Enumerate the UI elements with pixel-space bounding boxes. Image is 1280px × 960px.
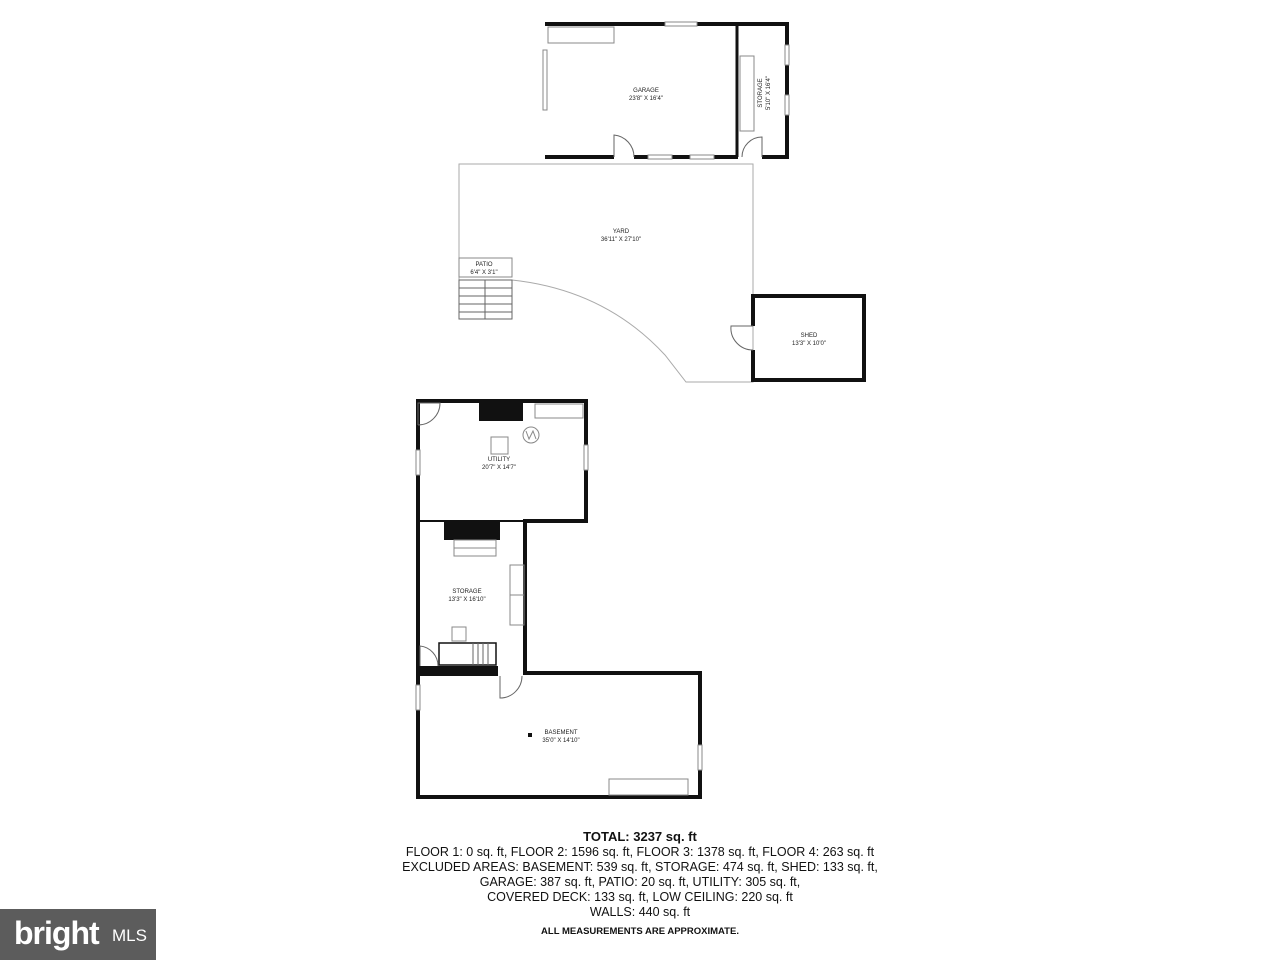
- basement-dimensions: 35'0" X 14'10": [542, 738, 580, 744]
- approximate-disclaimer: ALL MEASUREMENTS ARE APPROXIMATE.: [541, 926, 739, 937]
- area-line-3: GARAGE: 387 sq. ft, PATIO: 20 sq. ft, UTILITY: 305 sq. ft,: [479, 875, 801, 889]
- shed-label: SHED: [800, 333, 818, 339]
- basement-level: [416, 401, 702, 797]
- yard-area: [459, 164, 753, 382]
- logo-suffix: MLS: [112, 926, 147, 945]
- yard-dimensions: 36'11" X 27'10": [600, 237, 642, 243]
- garage-building: [543, 22, 789, 159]
- area-line-4: COVERED DECK: 133 sq. ft, LOW CEILING: 220 sq. ft: [487, 890, 793, 904]
- storage-dimensions: 13'3" X 16'10": [448, 597, 486, 603]
- logo-word: bright: [14, 915, 99, 951]
- area-line-2: EXCLUDED AREAS: BASEMENT: 539 sq. ft, STORAGE: 474 sq. ft, SHED: 133 sq. ft,: [402, 860, 878, 874]
- garage-dimensions: 23'8" X 16'4": [629, 96, 663, 102]
- patio-dimensions: 6'4" X 3'1": [470, 270, 498, 276]
- total-area: TOTAL: 3237 sq. ft: [583, 829, 697, 844]
- garage-storage-dimensions: 5'10" X 16'4": [766, 76, 772, 110]
- garage-storage-label: STORAGE: [758, 78, 764, 108]
- area-line-5: WALLS: 440 sq. ft: [589, 905, 691, 919]
- basement-label: BASEMENT: [544, 730, 578, 736]
- storage-label: STORAGE: [452, 589, 482, 595]
- shed-building: [731, 296, 864, 380]
- area-line-1: FLOOR 1: 0 sq. ft, FLOOR 2: 1596 sq. ft, FLOOR 3: 1378 sq. ft, FLOOR 4: 263 sq. ft: [405, 845, 875, 859]
- garage-label: GARAGE: [633, 88, 659, 94]
- yard-label: YARD: [612, 229, 630, 235]
- bright-mls-logo: [0, 909, 156, 960]
- patio-label: PATIO: [475, 262, 493, 268]
- utility-label: UTILITY: [487, 457, 511, 463]
- utility-dimensions: 20'7" X 14'7": [482, 465, 516, 471]
- shed-dimensions: 13'3" X 10'0": [792, 341, 826, 347]
- patio-area: [459, 258, 512, 319]
